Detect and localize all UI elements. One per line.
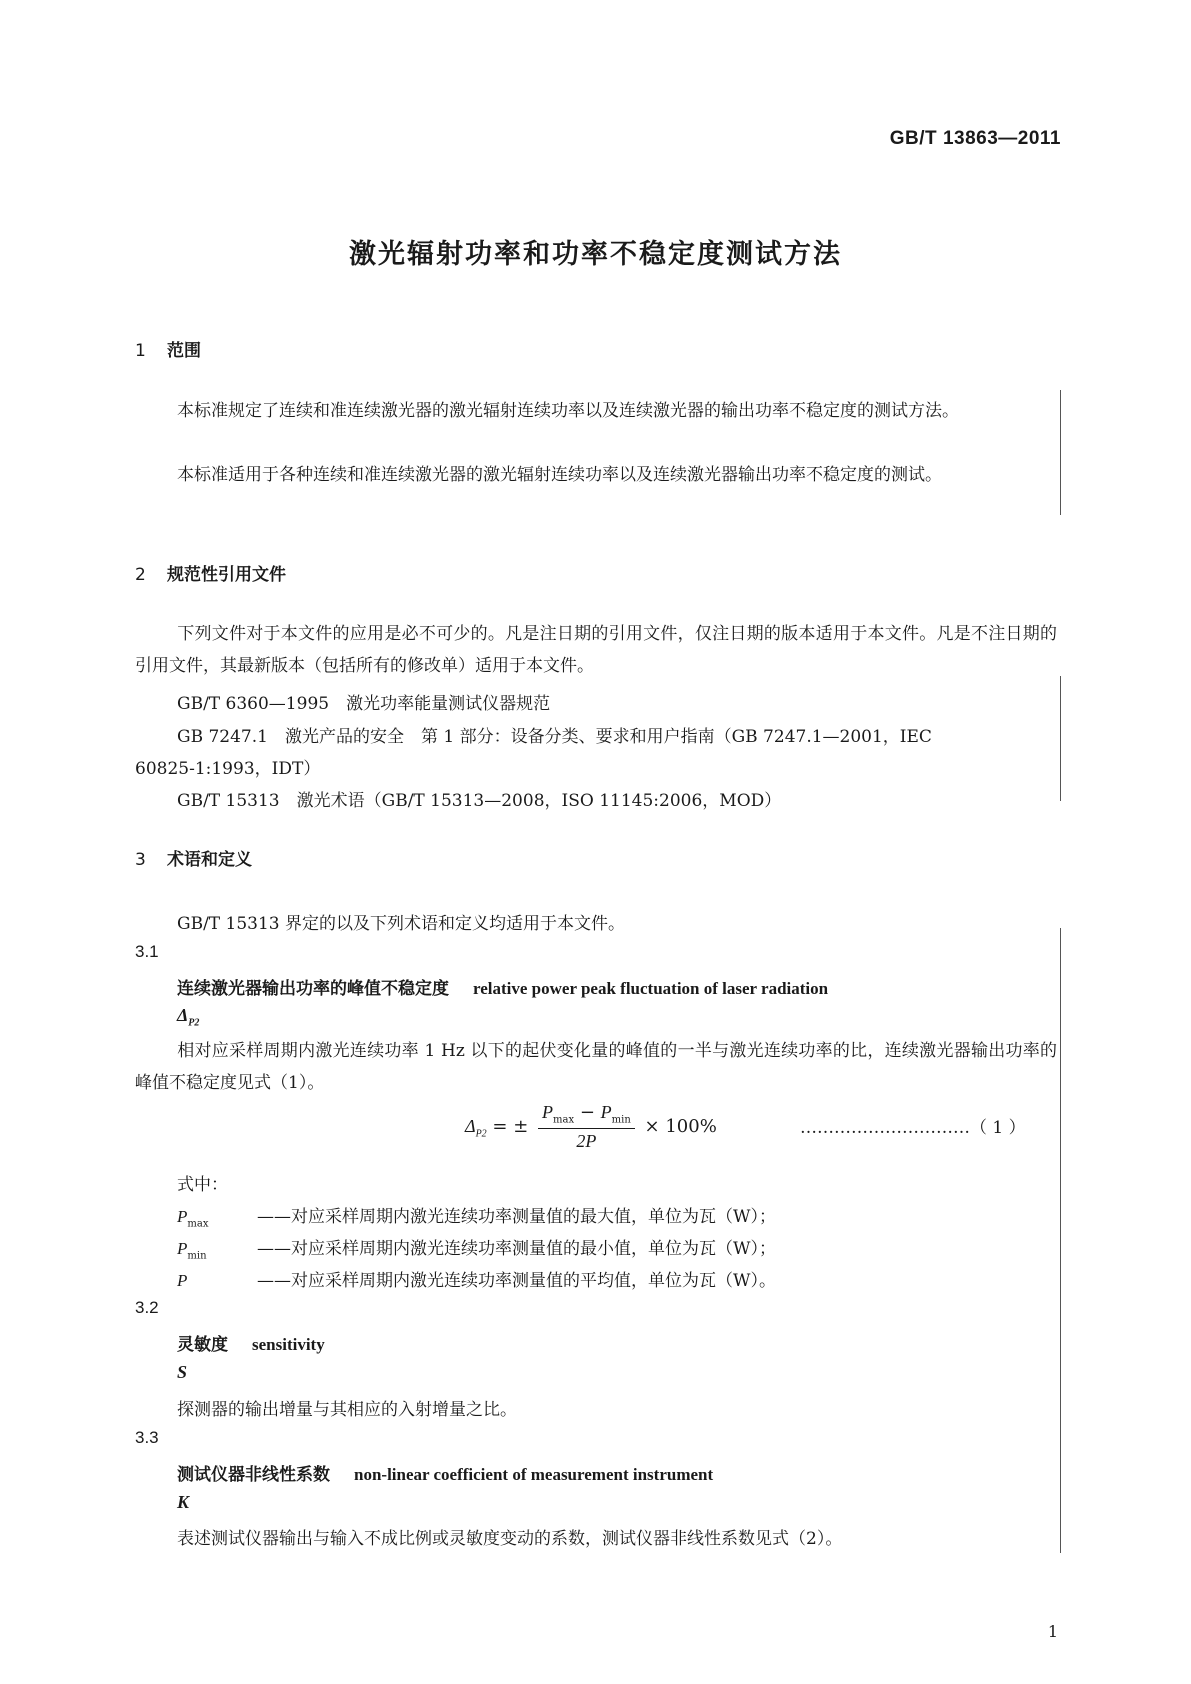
term-english: relative power peak fluctuation of laser radiation xyxy=(473,979,829,998)
clause-3-1-term xyxy=(177,974,828,999)
term-english: sensitivity xyxy=(252,1335,325,1354)
clause-3-2-term xyxy=(177,1330,325,1355)
variable-definition xyxy=(177,1266,776,1293)
clause-3-1-number: 3.1 xyxy=(135,942,159,961)
term-english: non-linear coefficient of measurement instrument xyxy=(354,1465,714,1484)
reference-item: GB 7247.1 激光产品的安全 第 1 部分：设备分类、要求和用户指南（GB 7247.1—2001，IEC xyxy=(177,727,932,747)
section-1-paragraph-2-text: 本标准适用于各种连续和准连续激光器的激光辐射连续功率以及连续激光器输出功率不稳定度的测试。 xyxy=(177,465,942,485)
numerator-p-min: P xyxy=(600,1102,612,1122)
clause-3-3-definition: 表述测试仪器输出与输入不成比例或灵敏度变动的系数，测试仪器非线性系数见式（2）。 xyxy=(177,1529,843,1549)
section-2-title: 规范性引用文件 xyxy=(167,565,286,585)
clause-3-3-symbol: K xyxy=(177,1492,190,1512)
reference-item-continued: 60825-1:1993，IDT） xyxy=(135,759,321,779)
clause-3-1-definition-text: 相对应采样周期内激光连续功率 1 Hz 以下的起伏变化量的峰值的一半与激光连续功率的比，连续激光器输出功率的峰值不稳定度见式（1）。 xyxy=(135,1041,1057,1093)
reference-item: GB/T 15313 激光术语（GB/T 15313—2008，ISO 11145:2006，MOD） xyxy=(177,791,782,811)
change-bar xyxy=(1060,390,1061,515)
variable-symbol: P xyxy=(177,1239,188,1258)
variable-definition xyxy=(177,1234,776,1261)
numerator-max-sub: max xyxy=(553,1114,575,1126)
section-3-intro: GB/T 15313 界定的以及下列术语和定义均适用于本文件。 xyxy=(177,914,626,934)
variable-description: ——对应采样周期内激光连续功率测量值的最小值，单位为瓦（W）； xyxy=(257,1239,776,1259)
standard-code: GB/T 13863—2011 xyxy=(889,128,1061,149)
section-1-paragraph-1 xyxy=(135,395,1057,427)
variable-symbol: P xyxy=(177,1207,188,1226)
variable-definition xyxy=(177,1202,776,1229)
reference-item: GB/T 6360—1995 激光功率能量测试仪器规范 xyxy=(177,694,551,714)
change-bar xyxy=(1060,676,1061,801)
clause-3-2-number: 3.2 xyxy=(135,1298,159,1317)
variable-symbol: P xyxy=(177,1271,188,1290)
formula-tail: × 100% xyxy=(644,1115,717,1137)
section-3-number: 3 xyxy=(135,850,146,870)
section-2-paragraph xyxy=(135,618,1057,682)
section-2-heading xyxy=(135,560,286,585)
clause-3-1-symbol xyxy=(177,1005,199,1029)
section-1-paragraph-2 xyxy=(135,459,1057,491)
variable-subscript: min xyxy=(187,1250,207,1262)
section-2-number: 2 xyxy=(135,565,146,585)
clause-3-1-definition xyxy=(135,1035,1057,1099)
symbol-letter: Δ xyxy=(177,1005,189,1025)
document-title: 激光辐射功率和功率不稳定度测试方法 xyxy=(349,239,842,270)
variable-description: ——对应采样周期内激光连续功率测量值的平均值，单位为瓦（W）。 xyxy=(257,1271,776,1291)
clause-3-2-symbol: S xyxy=(177,1362,188,1382)
formula-lhs-sub: P2 xyxy=(475,1128,487,1140)
equation-number: …………………………（ 1 ） xyxy=(800,1118,1026,1138)
formula-1 xyxy=(465,1102,717,1152)
where-label: 式中： xyxy=(177,1175,228,1195)
section-3-heading xyxy=(135,845,252,870)
formula-lhs: Δ xyxy=(465,1115,476,1136)
change-bar xyxy=(1060,928,1061,1553)
variable-description: ——对应采样周期内激光连续功率测量值的最大值，单位为瓦（W）； xyxy=(257,1207,776,1227)
formula-denominator: 2P xyxy=(576,1130,597,1151)
clause-3-2-definition: 探测器的输出增量与其相应的入射增量之比。 xyxy=(177,1400,517,1420)
numerator-p-max: P xyxy=(542,1102,554,1122)
symbol-subscript: P2 xyxy=(188,1017,200,1029)
term-chinese: 灵敏度 xyxy=(177,1335,228,1355)
section-1-title: 范围 xyxy=(167,341,201,361)
section-1-paragraph-1-text: 本标准规定了连续和准连续激光器的激光辐射连续功率以及连续激光器的输出功率不稳定度的测试方法。 xyxy=(177,401,959,421)
section-1-heading xyxy=(135,336,201,361)
numerator-min-sub: min xyxy=(611,1114,631,1126)
clause-3-3-number: 3.3 xyxy=(135,1428,159,1447)
term-chinese: 连续激光器输出功率的峰值不稳定度 xyxy=(177,979,449,999)
section-2-paragraph-text: 下列文件对于本文件的应用是必不可少的。凡是注日期的引用文件，仅注日期的版本适用于本文件。凡是不注日期的引用文件，其最新版本（包括所有的修改单）适用于本文件。 xyxy=(135,624,1057,676)
clause-3-3-term xyxy=(177,1460,713,1485)
numerator-minus: − xyxy=(574,1102,601,1123)
term-chinese: 测试仪器非线性系数 xyxy=(177,1465,330,1485)
section-3-title: 术语和定义 xyxy=(167,850,252,870)
formula-fraction xyxy=(538,1102,635,1152)
formula-numerator xyxy=(538,1102,635,1129)
variable-subscript: max xyxy=(187,1218,209,1230)
section-1-number: 1 xyxy=(135,341,146,361)
page-number: 1 xyxy=(1047,1622,1058,1641)
formula-equals: = ± xyxy=(492,1115,529,1137)
